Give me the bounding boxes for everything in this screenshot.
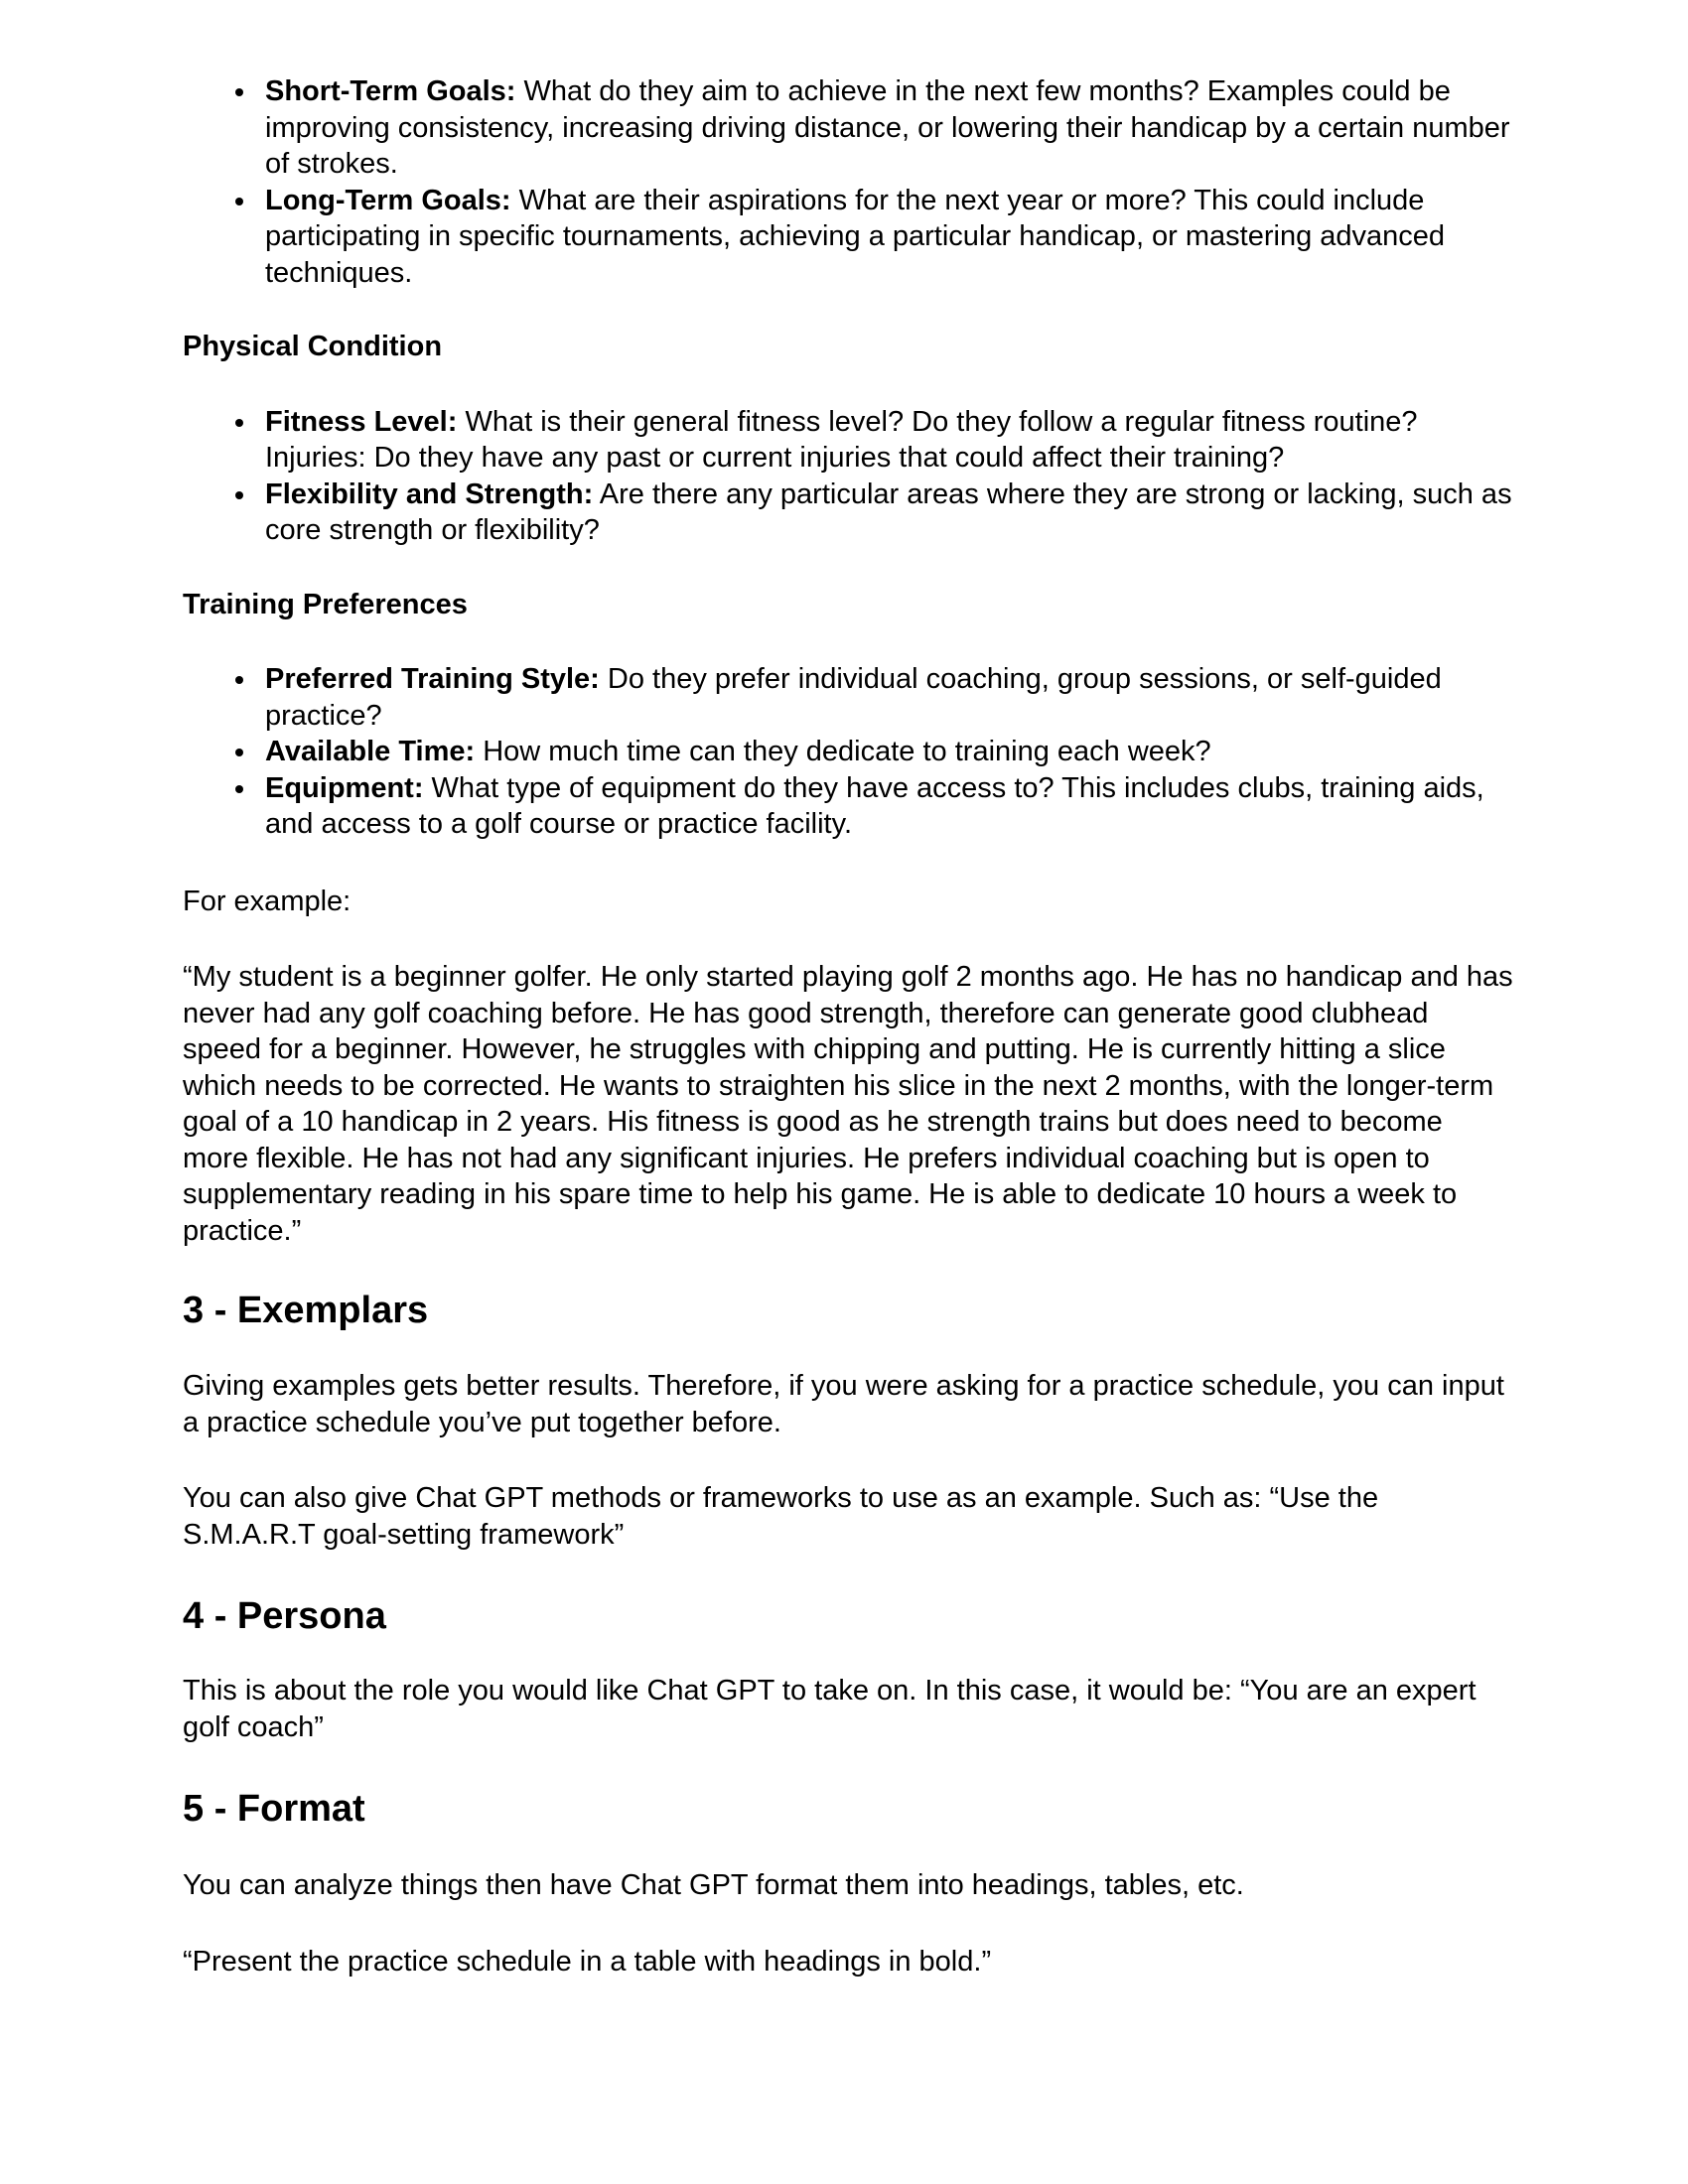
example-intro: For example: [183,885,352,917]
format-paragraph-2: “Present the practice schedule in a table with headings in bold.” [183,1945,992,1978]
bullet-text: What type of equipment do they have access to? This includes clubs, training aids, and access to a golf course or practice facility. [265,771,1484,840]
bullet-text: What do they aim to achieve in the next few months? Examples could be improving consistency, increasing driving distance, or lowering their handicap by a certain number of strokes. [265,75,1510,180]
format-heading: 5 - Format [183,1788,365,1830]
bullet-label: Long-Term Goals: [265,184,511,216]
example-quote: “My student is a beginner golfer. He only started playing golf 2 months ago. He has no handicap and has never had any golf coaching before. He has good strength, therefore can generate good clubhead speed for a beginner. However, he struggles with chipping and putting. He is currently hitting a slice which needs to be corrected. He wants to straighten his slice in the next 2 months, with the longer-term goal of a 10 handicap in 2 years. His fitness is good as he strength trains but does need to become more flexible. He has not had any significant injuries. He prefers individual coaching but is open to supplementary reading in his spare time to help his game. He is able to dedicate 10 hours a week to practice.” [183,961,1513,1247]
bullet-label: Equipment: [265,771,424,804]
training-list [183,661,1513,843]
bullet-text: Are there any particular areas where they are strong or lacking, such as core strength or flexibility? [265,478,1512,546]
bullet-text: What is their general fitness level? Do they follow a regular fitness routine? Injuries: Do they have any past or current injuries that could affect their training? [265,405,1418,474]
list-item [265,661,1513,734]
goals-list [183,73,1513,291]
bullet-label: Flexibility and Strength: [265,478,594,510]
list-item [265,734,1513,770]
bullet-text: What are their aspirations for the next year or more? This could include participating in specific tournaments, achieving a particular handicap, or mastering advanced techniques. [265,184,1446,289]
bullet-label: Short-Term Goals: [265,75,516,107]
persona-paragraph: This is about the role you would like Chat GPT to take on. In this case, it would be: “You are an expert golf coach” [183,1675,1477,1743]
physical-condition-heading: Physical Condition [183,331,443,362]
exemplars-paragraph-1: Giving examples gets better results. Therefore, if you were asking for a practice schedule, you can input a practice schedule you’ve put together before. [183,1370,1504,1438]
bullet-label: Available Time: [265,736,476,767]
training-preferences-heading: Training Preferences [183,588,468,620]
document-page [183,73,1513,1979]
bullet-text: Do they prefer individual coaching, group sessions, or self-guided practice? [265,663,1442,732]
persona-heading: 4 - Persona [183,1595,386,1637]
list-item [265,183,1513,292]
list-item [265,404,1513,477]
list-item [265,770,1513,843]
format-paragraph-1: You can analyze things then have Chat GPT format them into headings, tables, etc. [183,1869,1244,1901]
list-item [265,477,1513,549]
physical-list [183,404,1513,549]
bullet-label: Fitness Level: [265,405,458,438]
exemplars-paragraph-2: You can also give Chat GPT methods or frameworks to use as an example. Such as: “Use the S.M.A.R.T goal-setting framework” [183,1482,1379,1551]
exemplars-heading: 3 - Exemplars [183,1290,429,1331]
list-item [265,73,1513,183]
bullet-label: Preferred Training Style: [265,663,600,695]
bullet-text: How much time can they dedicate to training each week? [475,736,1211,767]
